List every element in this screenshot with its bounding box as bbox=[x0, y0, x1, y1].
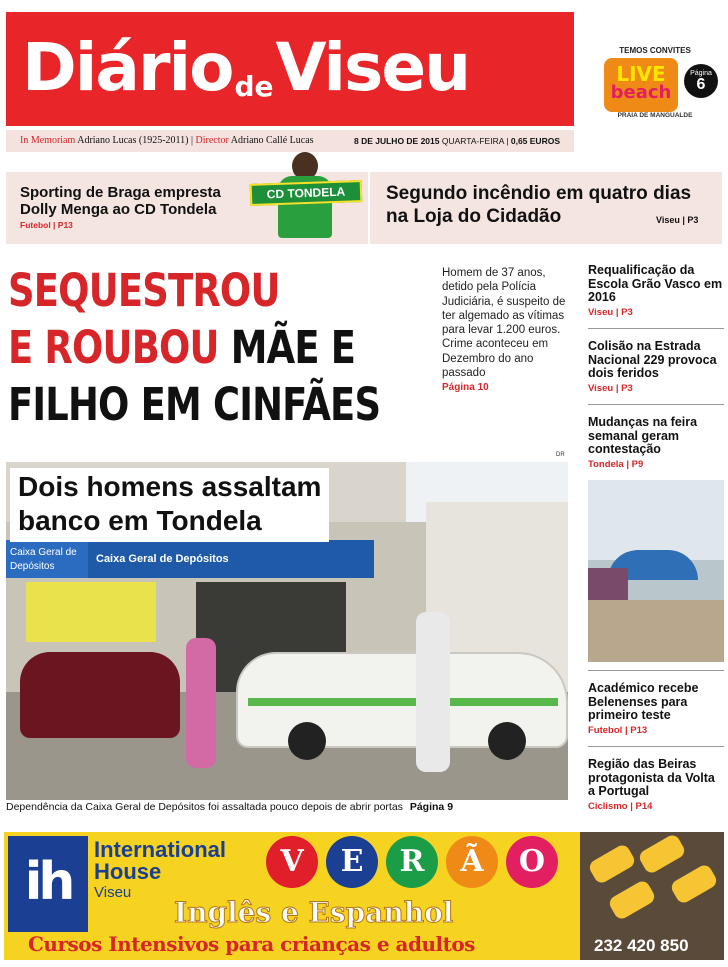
photo-caption bbox=[6, 801, 453, 813]
sidebar-item-tag: Viseu | P3 bbox=[588, 306, 633, 318]
photo-caption-page[interactable]: Página 9 bbox=[409, 801, 454, 813]
sidebar-item-tag: Tondela | P9 bbox=[588, 458, 644, 470]
title-de: de bbox=[234, 70, 274, 103]
logo-line1: LIVE bbox=[616, 62, 666, 86]
promo-page-number: 6 bbox=[696, 76, 706, 93]
market-photo[interactable] bbox=[588, 480, 724, 662]
verao-letter: O bbox=[506, 836, 558, 888]
issue-price: 0,65 EUROS bbox=[510, 136, 560, 146]
sidebar-item-tag: Ciclismo | P14 bbox=[588, 800, 653, 812]
market-ground bbox=[588, 600, 724, 662]
sidebar-item[interactable] bbox=[588, 264, 724, 318]
title-part2: Viseu bbox=[275, 29, 470, 106]
sidebar-item[interactable] bbox=[588, 758, 724, 812]
bank-sign: Caixa Geral de Depósitos bbox=[6, 540, 374, 578]
police-car-stripe bbox=[248, 698, 558, 706]
verao-letter: V bbox=[266, 836, 318, 888]
teaser-left[interactable] bbox=[6, 172, 368, 244]
promo-page-label: Página bbox=[690, 70, 712, 77]
photo-credit: DR bbox=[556, 452, 565, 458]
ad-line1: Inglês e Espanhol bbox=[174, 896, 454, 929]
sidebar-item[interactable] bbox=[588, 340, 724, 394]
sidebar-item[interactable] bbox=[588, 682, 724, 736]
red-car bbox=[20, 652, 180, 738]
teaser-left-tag: Futebol | P13 bbox=[20, 220, 73, 230]
bank-robbery-photo[interactable] bbox=[6, 462, 568, 800]
market-sky bbox=[588, 480, 724, 560]
sidebar-item-title: Mudanças na feira semanal geram contestação bbox=[588, 415, 698, 456]
wheel bbox=[488, 722, 526, 760]
logo-line2: beach bbox=[610, 82, 672, 103]
popsicle bbox=[669, 863, 719, 906]
ad-line2: Cursos Intensivos para crianças e adultos bbox=[28, 932, 475, 956]
live-beach-logo bbox=[604, 58, 678, 112]
photo-headline[interactable] bbox=[10, 468, 329, 542]
promo-live-beach[interactable] bbox=[588, 30, 722, 130]
lead-text: Homem de 37 anos, detido pela Polícia Judiciária, é suspeito de ter algemado as vítimas para levar 1.200 euros. Crime aconteceu em Dezembro do ano passado bbox=[442, 267, 566, 380]
promo-top: TEMOS CONVITES bbox=[619, 46, 691, 55]
divider bbox=[588, 404, 724, 405]
newspaper-title[interactable] bbox=[22, 28, 469, 127]
divider bbox=[588, 670, 724, 671]
police-car bbox=[236, 652, 568, 748]
title-part1: Diário bbox=[22, 29, 233, 106]
lead-headline-line3: FILHO EM CINFÃES bbox=[8, 378, 381, 431]
ad-city: Viseu bbox=[94, 884, 132, 901]
teaser-right-tag: Viseu | P3 bbox=[656, 215, 699, 225]
divider bbox=[588, 328, 724, 329]
sidebar-item-title: Região das Beiras protagonista da Volta a Portugal bbox=[588, 757, 715, 798]
ih-logo: ih bbox=[8, 836, 88, 932]
sidebar-item[interactable] bbox=[588, 416, 724, 470]
sidebar-item-title: Académico recebe Belenenses para primeiro teste bbox=[588, 681, 699, 722]
director-label: Director bbox=[195, 135, 229, 146]
verao-letters bbox=[266, 836, 578, 890]
lead-headline-black2: MÃE E bbox=[230, 321, 356, 374]
teaser-right-headline: Segundo incêndio em quatro dias na Loja do Cidadão bbox=[386, 183, 692, 227]
sidebar-item-title: Colisão na Estrada Nacional 229 provoca dois feridos bbox=[588, 339, 717, 380]
sidebar-item-tag: Futebol | P13 bbox=[588, 724, 648, 736]
lead-summary bbox=[442, 266, 574, 396]
popsicle bbox=[637, 833, 687, 876]
lead-headline-line2 bbox=[8, 319, 356, 376]
verao-letter: R bbox=[386, 836, 438, 888]
police-officer bbox=[416, 612, 450, 772]
masthead bbox=[6, 12, 574, 126]
promo-bottom: PRAIA DE MANGUALDE bbox=[617, 112, 693, 119]
verao-letter: E bbox=[326, 836, 378, 888]
lead-page[interactable]: Página 10 bbox=[442, 382, 489, 394]
teaser-right[interactable] bbox=[370, 172, 722, 244]
director-name: Adriano Callé Lucas bbox=[230, 135, 314, 146]
issue-date: 8 DE JULHO DE 2015 bbox=[353, 136, 440, 146]
divider bbox=[588, 746, 724, 747]
promo-page-badge bbox=[684, 64, 718, 98]
memoriam-label: In Memoriam bbox=[20, 135, 76, 146]
teasers bbox=[6, 172, 722, 244]
lead-headline-line1: SEQUESTROU bbox=[8, 264, 280, 317]
ad-name-line1: International bbox=[94, 837, 227, 862]
bank-sign-side: Caixa Geral de Depósitos bbox=[6, 540, 88, 578]
issue-weekday: QUARTA-FEIRA bbox=[441, 136, 504, 146]
ad-banner[interactable] bbox=[4, 832, 724, 960]
verao-letter: Ã bbox=[446, 836, 498, 888]
divider: | bbox=[506, 136, 511, 146]
popsicle bbox=[587, 843, 637, 886]
memoriam-name: Adriano Lucas (1925-2011) bbox=[77, 135, 189, 146]
bystander bbox=[186, 638, 216, 768]
lead-headline[interactable] bbox=[8, 262, 381, 433]
ad-photo bbox=[580, 832, 724, 960]
ad-name-line2: House bbox=[94, 859, 162, 884]
lead-headline-red2: E ROUBOU bbox=[8, 321, 219, 374]
photo-caption-text: Dependência da Caixa Geral de Depósitos foi assaltada pouco depois de abrir portas bbox=[6, 801, 403, 813]
wheel bbox=[288, 722, 326, 760]
issue-info bbox=[354, 130, 560, 152]
photo-headline-line1: Dois homens assaltam bbox=[18, 471, 322, 502]
teaser-left-headline: Sporting de Braga empresta Dolly Menga ao CD Tondela bbox=[20, 184, 221, 218]
ad-phone[interactable]: 232 420 850 bbox=[594, 936, 689, 955]
credits bbox=[20, 130, 314, 152]
player-photo bbox=[248, 150, 364, 244]
sidebar-item-title: Requalificação da Escola Grão Vasco em 2016 bbox=[588, 263, 723, 304]
shop-window bbox=[26, 582, 156, 642]
photo-headline-line2: banco em Tondela bbox=[18, 505, 262, 536]
sidebar-item-tag: Viseu | P3 bbox=[588, 382, 633, 394]
info-bar bbox=[6, 130, 574, 152]
club-scarf: CD TONDELA bbox=[250, 180, 363, 206]
divider: | bbox=[190, 135, 196, 146]
popsicle bbox=[607, 879, 657, 922]
